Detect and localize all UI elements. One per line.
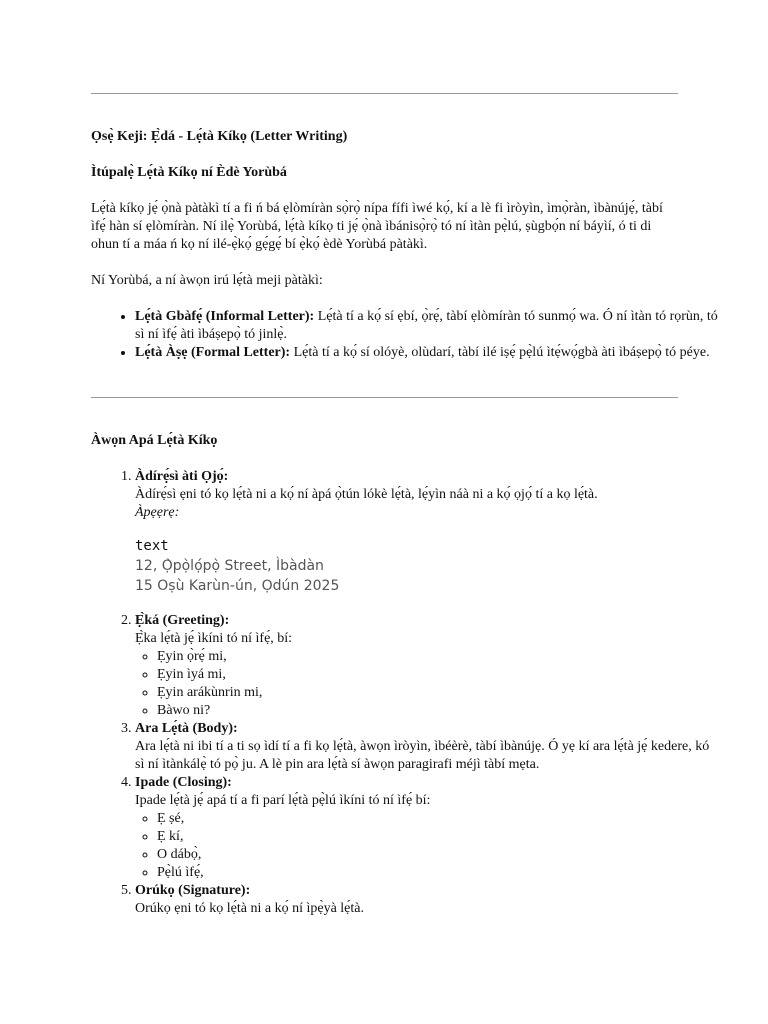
part-text: Ipade lẹ́tà jẹ́ apá tí a fi parí lẹ́tà pẹ̀lú ìkíni tó ní ìfẹ́ bí: — [135, 793, 431, 808]
part-address — [135, 468, 722, 612]
letter-types-list — [91, 308, 722, 362]
list-item: ◦ Ẹyin ọ̀rẹ́ mi, — [157, 648, 722, 666]
code-line: 12, Ọ̀pọ̀lọ́pọ̀ Street, Ìbàdàn — [135, 558, 324, 574]
code-block — [135, 536, 722, 596]
list-item: ◦ Pẹ̀lú ìfẹ́, — [157, 864, 722, 882]
part-signature — [135, 882, 722, 918]
list-item: ◦ O dábọ̀, — [157, 846, 722, 864]
part-text: Orúkọ ẹni tó kọ lẹ́tà ni a kọ́ ní ìpẹ̀yà lẹ́tà. — [135, 901, 364, 916]
list-item: ◦ Bàwo ni? — [157, 702, 722, 720]
type-text: Lẹ́tà tí a kọ́ sí ẹbí, ọ̀rẹ́, tàbí ẹlòmíràn tó sunmọ́ wa. Ó ní ìtàn tó rọrùn, tó sì ní ìfẹ́ àti ìbáṣepọ̀ tó jinlẹ̀. — [135, 309, 718, 342]
top-divider — [91, 93, 678, 94]
greeting-examples — [135, 648, 722, 720]
list-item — [135, 344, 722, 362]
part-label: Ipade (Closing): — [135, 775, 232, 790]
code-language-label: text — [135, 538, 169, 554]
part-label: Orúkọ (Signature): — [135, 883, 251, 898]
part-label: Àdírẹ́sì àti Ọjọ́: — [135, 469, 229, 484]
type-label: Lẹ́tà Àṣẹ (Formal Letter): — [135, 345, 291, 360]
part-body — [135, 720, 722, 774]
parts-heading: Àwọn Apá Lẹ́tà Kíkọ — [91, 433, 218, 448]
document-title: Ọsẹ̀ Keji: Ẹ̀dá - Lẹ́tà Kíkọ (Letter Writing) — [91, 129, 348, 144]
intro-heading: Ìtúpalẹ̀ Lẹ́tà Kíkọ ní Èdè Yorùbá — [91, 165, 287, 180]
part-greeting — [135, 612, 722, 720]
list-item: ◦ Ẹ kí, — [157, 828, 722, 846]
types-intro: Ní Yorùbá, a ní àwọn irú lẹ́tà meji pàtàkì: — [91, 273, 323, 288]
code-line: 15 Oṣù Karùn-ún, Ọdún 2025 — [135, 578, 340, 594]
closing-examples — [135, 810, 722, 882]
part-label: Ẹ̀ká (Greeting): — [135, 613, 230, 628]
part-text: Ara lẹ́tà ni ibi tí a ti sọ ìdí tí a fi kọ lẹ́tà, àwọn ìròyìn, ìbéèrè, tàbí ìbànújẹ. Ó yẹ kí ara lẹ́tà jẹ́ kedere, kó sì ní ìtànkálẹ̀ tó pọ̀ ju. A lè pin ara lẹ́tà sí àwọn paragirafi méjì tàbí mẹta. — [135, 739, 710, 772]
type-label: Lẹ́tà Gbàfẹ́ (Informal Letter): — [135, 309, 315, 324]
type-text: Lẹ́tà tí a kọ́ sí olóyè, olùdarí, tàbí ilé iṣẹ́ pẹ̀lú ìtẹ́wọ́gbà àti ìbáṣepọ̀ tó péye. — [290, 345, 710, 360]
list-item — [135, 308, 722, 344]
list-item: ◦ Ẹ ṣé, — [157, 810, 722, 828]
part-text: Àdírẹ́sì ẹni tó kọ lẹ́tà ni a kọ́ ní àpá ọ̀tún lókè lẹ́tà, lẹ́yìn náà ni a kọ́ ọjọ́ tí a kọ lẹ́tà. — [135, 487, 598, 502]
example-label: Àpẹẹrẹ: — [135, 505, 180, 520]
intro-paragraph: Lẹ́tà kíkọ jẹ́ ọ̀nà pàtàkì tí a fi ń bá ẹlòmíràn sọ̀rọ̀ nípa fífi ìwé kọ́, kí a lè fi ìròyìn, ìmọ̀ràn, ìbànújẹ́, tàbí ìfẹ́ hàn sí ẹlòmíràn. Ní ilẹ̀ Yorùbá, lẹ́tà kíkọ ti jẹ́ ọ̀nà ìbánisọ̀rọ̀ tó ní ìtàn pẹ̀lú, ṣùgbọ́n ní báyìí, ó ti di ohun tí a máa ń kọ ní ilé-ẹ̀kọ́ gẹ́gẹ́ bí ẹ̀kọ́ èdè Yorùbá pàtàkì. — [91, 201, 663, 252]
list-item: ◦ Ẹyin arákùnrin mi, — [157, 684, 722, 702]
part-label: Ara Lẹ́tà (Body): — [135, 721, 238, 736]
part-closing — [135, 774, 722, 882]
list-item: ◦ Ẹyin ìyá mi, — [157, 666, 722, 684]
letter-parts-list — [91, 468, 722, 918]
middle-divider — [91, 397, 678, 398]
part-text: Ẹ̀ka lẹ́tà jẹ́ ìkíni tó ní ìfẹ́, bí: — [135, 631, 293, 646]
